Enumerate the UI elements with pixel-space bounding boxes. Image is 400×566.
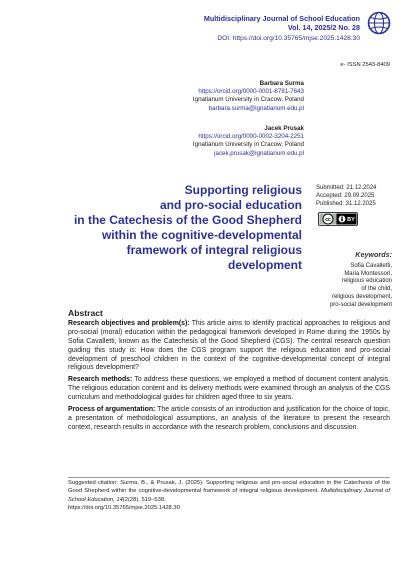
author-name: Jacek Prusak [264, 125, 304, 132]
abstract-section-text: This article aims to identify practical approaches to religious and pro-social (moral) education within the pedagogical framework developed in Rome during the 1950s by Sofia Cavalletti, known as the Catechesis of the Good Shepherd (CGS). The central research question guiding this study is: How does the CGS program support the religious education and pro-social development of preschool children in the context of the cognitive-developmental concept of integral religious development? [68, 319, 390, 372]
author-email-link[interactable]: barbara.surma@ignatianum.edu.pl [208, 104, 304, 112]
cc-label: cc [325, 216, 331, 223]
author-affiliation: Ignatianum University in Cracow, Poland [192, 141, 304, 149]
author-orcid-link[interactable]: https://orcid.org/0000-0001-8781-7643 [198, 88, 304, 96]
title-line: framework of integral religious [126, 243, 302, 257]
keywords-heading: Keywords: [355, 250, 392, 259]
journal-title: Multidisciplinary Journal of School Education [203, 14, 360, 23]
abstract-section-text: To address these questions, we employed a method of document content analysis. The religious education content and its delivery methods were examined through an analysis of the CGS curriculum and methodological guides for children aged three to six years. [68, 376, 390, 402]
citation-journal: Multidisciplinary Journal of School Education, 14 [68, 488, 390, 503]
abstract-paragraph [68, 406, 390, 433]
abstract-section-label: Process of argumentation: [68, 406, 156, 414]
title-line: in the Catechesis of the Good Shepherd [73, 213, 302, 227]
citation-issue: (2(28), 519–538. [122, 496, 166, 503]
title-line: and pro-social education [159, 198, 302, 212]
author-block-1 [193, 80, 304, 113]
author-affiliation: Ignatianum University in Cracow, Poland [192, 96, 304, 104]
keyword-item: Maria Montessori, [344, 270, 392, 277]
title-line: development [227, 258, 302, 272]
globe-logo-icon [367, 11, 391, 35]
suggested-citation [68, 479, 390, 513]
accepted-date: Accepted: 29.09.2025 [316, 193, 375, 200]
keyword-item: religious development, [331, 293, 392, 300]
keyword-item: pro-social development [329, 301, 392, 308]
divider [68, 477, 390, 478]
title-line: Supporting religious [184, 183, 302, 197]
abstract-section-text: The article consists of an introduction and justification for the choice of topic, a presentation of methodological assumptions, an analysis of the literature to present the research context, research results in accordance with the research problem, conclusions and discussion. [68, 406, 390, 431]
abstract-paragraph [68, 376, 390, 403]
article-title [60, 183, 302, 273]
abstract [68, 309, 390, 436]
issn: e- ISSN 2543-8409 [340, 62, 390, 68]
journal-doi-link[interactable]: DOI: https://doi.org/10.35765/mjse.2025.1428.30 [217, 35, 360, 42]
citation-doi-link[interactable]: https://doi.org/10.35765/mjse.2025.1428.30 [68, 505, 180, 512]
keyword-item: Sofia Cavalletti, [350, 262, 392, 269]
published-date: Published: 31.12.2025 [316, 201, 376, 208]
by-label: BY [347, 217, 355, 224]
submitted-date: Submitted: 21.12.2024 [316, 185, 377, 191]
citation-text: Suggested citation: Surma, B., & Prusak, J. (2025). Supporting religious and pro-social education in the Catechesis of the Good Shepherd within the cognitive-developmental framework of integral religious development. [68, 480, 390, 495]
abstract-heading: Abstract [68, 308, 103, 318]
title-line: within the cognitive-developmental [101, 228, 302, 242]
abstract-paragraph [68, 320, 390, 373]
author-email-link[interactable]: jacek.prusak@ignatianum.edu.pl [214, 149, 304, 157]
keyword-item: religious education [341, 278, 392, 285]
cc-by-badge-icon[interactable] [318, 212, 358, 226]
keyword-item: of the child, [361, 286, 392, 293]
abstract-section-label: Research methods: [68, 376, 133, 384]
author-orcid-link[interactable]: https://orcid.org/0000-0002-3204-2251 [198, 133, 304, 141]
author-block-2 [193, 125, 304, 158]
journal-volume: Vol. 14, 2025/2 No. 28 [287, 23, 360, 32]
abstract-section-label: Research objectives and problem(s): [68, 319, 190, 327]
author-name: Barbara Surma [259, 80, 304, 87]
keywords-block [306, 251, 392, 310]
publication-dates [316, 184, 392, 209]
